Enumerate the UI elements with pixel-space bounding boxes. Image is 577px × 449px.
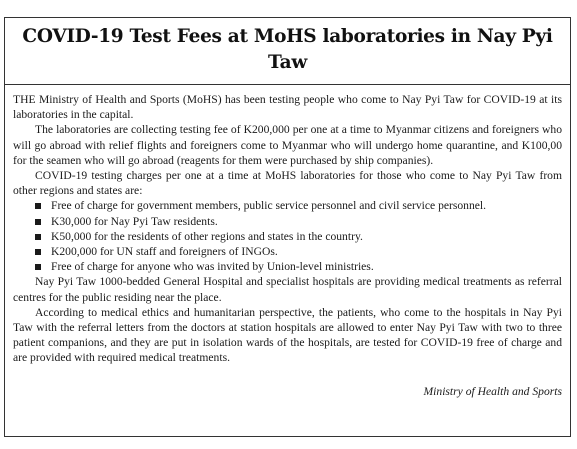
fee-list (13, 198, 562, 274)
fee-item-text: K30,000 for Nay Pyi Taw residents. (51, 214, 218, 228)
fee-item-text: K50,000 for the residents of other regions and states in the country. (51, 229, 363, 243)
signature: Ministry of Health and Sports (423, 384, 562, 398)
notice-body (13, 92, 562, 399)
fee-list-item (35, 244, 562, 259)
fee-list-item (35, 198, 562, 213)
notice-title: COVID-19 Test Fees at MoHS laboratories in Nay Pyi Taw (22, 26, 553, 73)
square-bullet-icon (35, 219, 41, 225)
outro-paragraph-referrals: According to medical ethics and humanitarian perspective, the patients, who come to the hospitals in Nay Pyi Taw with the referral letters from the doctors at station hospitals are allowed to enter Nay Pyi Taw with two to three patient companions, and they are put in isolation wards of the hospitals, are tested for COVID-19 free of charge and are provided with required medical treatments. (13, 305, 562, 365)
title-divider (5, 84, 570, 85)
square-bullet-icon (35, 264, 41, 270)
intro-paragraph-fees: The laboratories are collecting testing fee of K200,000 per one at a time to Myanmar citizens and foreigners who will go abroad with relief flights and foreigners come to Myanmar who will undergo home quarantine, and K100,00 for the seamen who will go abroad (reagents for them were purchased by ship companies). (13, 123, 562, 167)
fee-list-item (35, 229, 562, 244)
square-bullet-icon (35, 249, 41, 255)
fee-item-text: K200,000 for UN staff and foreigners of INGOs. (51, 245, 278, 259)
fee-item-text: Free of charge for anyone who was invited by Union-level ministries. (51, 260, 374, 274)
square-bullet-icon (35, 203, 41, 209)
intro-paragraph-charges: COVID-19 testing charges per one at a time at MoHS laboratories for those who come to Nay Pyi Taw from other regions and states are: (13, 169, 562, 198)
fee-item-text: Free of charge for government members, public service personnel and civil service personnel. (51, 199, 487, 213)
intro-paragraph-ministry: THE Ministry of Health and Sports (MoHS) has been testing people who come to Nay Pyi Taw for COVID-19 at its laboratories in the capital. (13, 93, 562, 122)
notice-box (4, 17, 571, 437)
outro-paragraph-hospitals: Nay Pyi Taw 1000-bedded General Hospital and specialist hospitals are providing medical treatments as referral centres for the public residing near the place. (13, 275, 562, 304)
fee-list-item (35, 259, 562, 274)
square-bullet-icon (35, 234, 41, 240)
fee-list-item (35, 214, 562, 229)
